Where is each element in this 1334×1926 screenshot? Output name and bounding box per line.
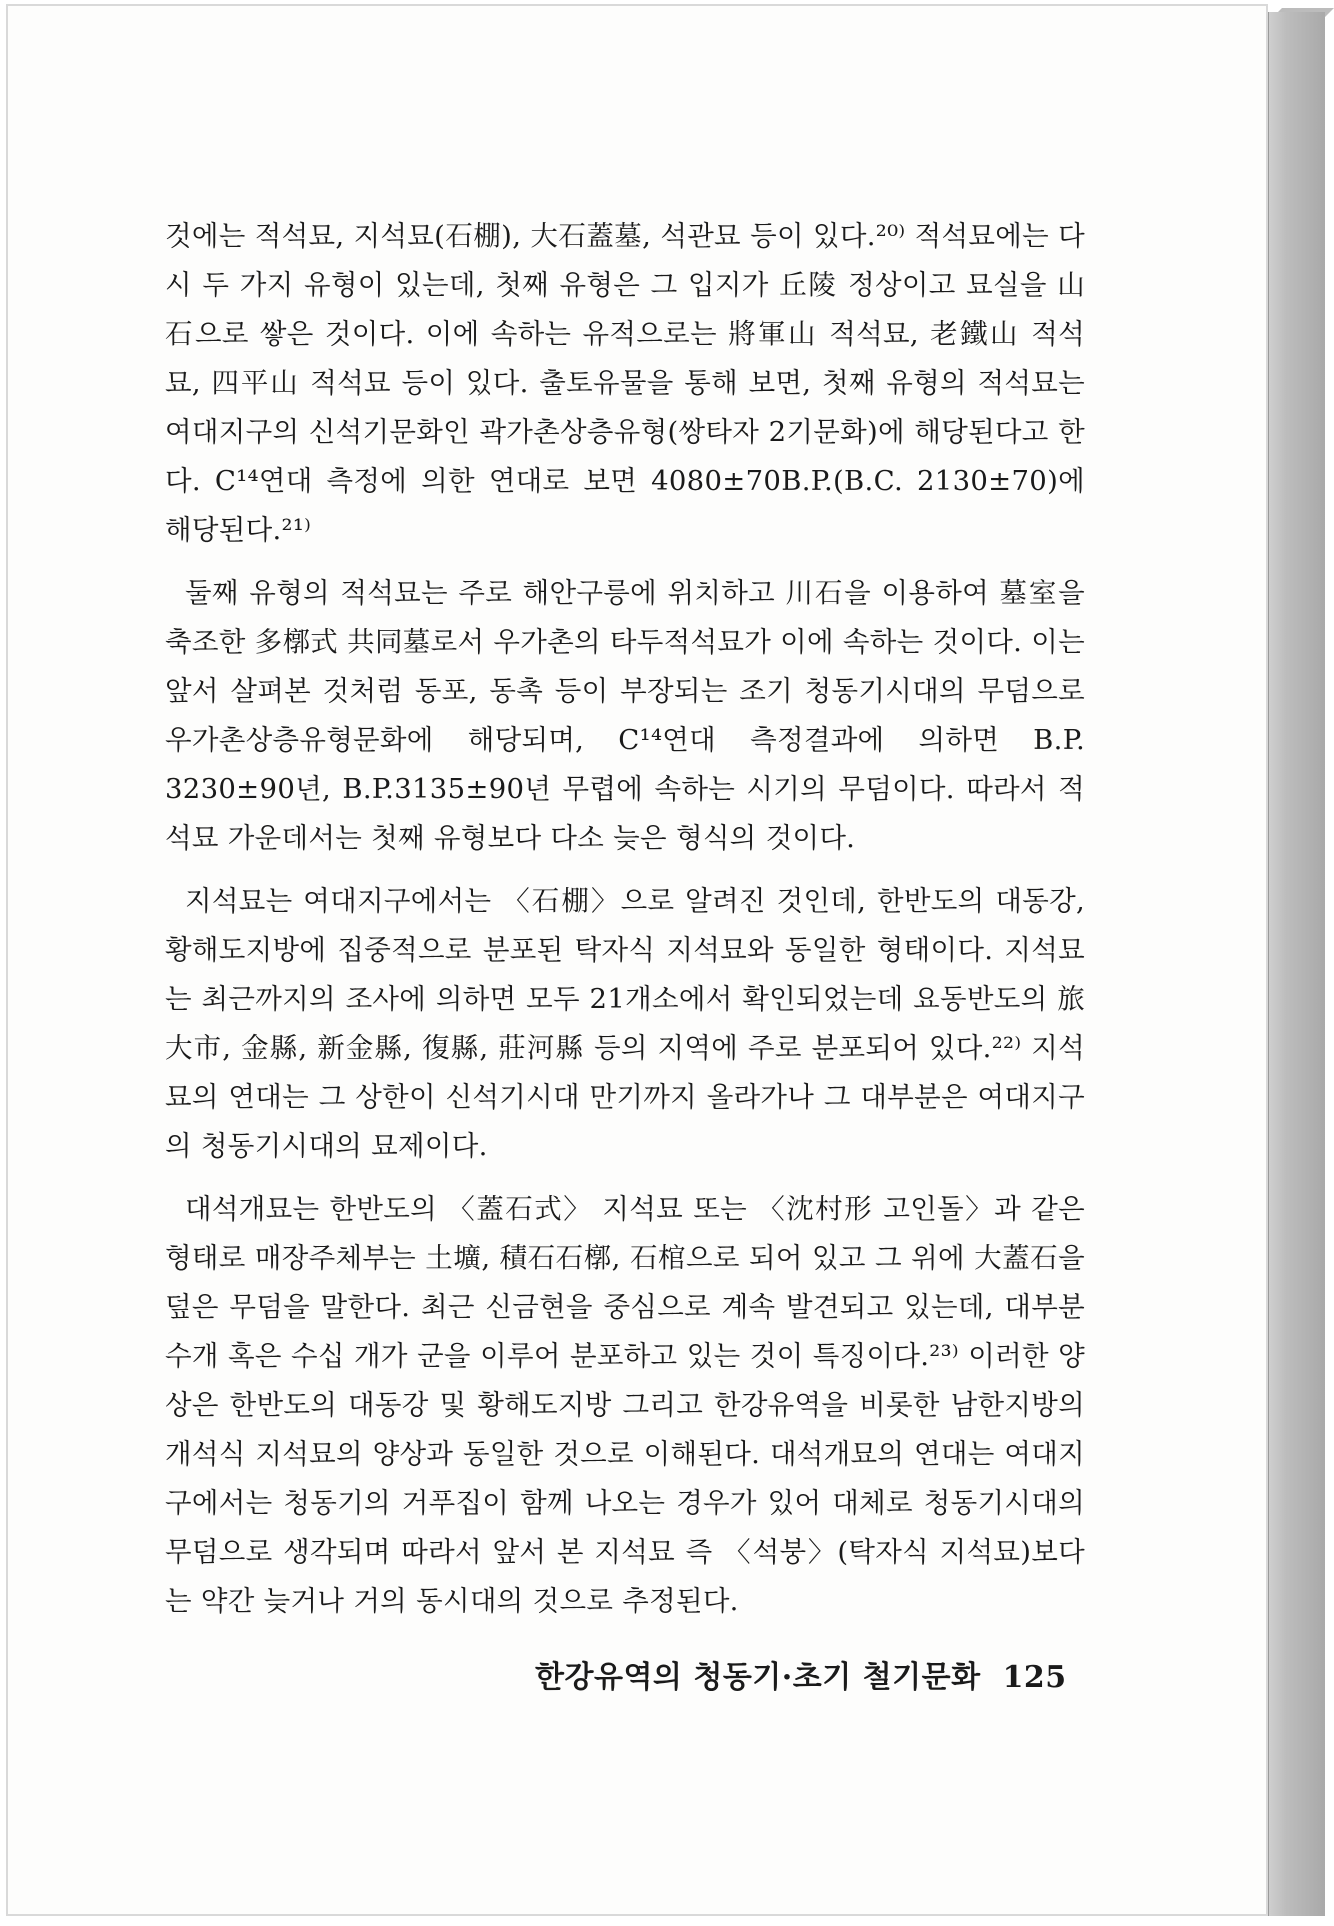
paragraph-3: 지석묘는 여대지구에서는 〈石棚〉으로 알려진 것인데, 한반도의 대동강, 황해도지방에 집중적으로 분포된 탁자식 지석묘와 동일한 형태이다. 지석묘는 최근까지의 조사에 의하면 모두 21개소에서 확인되었는데 요동반도의 旅大市, 金縣, 新金縣, 復縣, 莊河縣 등의 지역에 주로 분포되어 있다.²²⁾ 지석묘의 연대는 그 상한이 신석기시대 만기까지 올라가나 그 대부분은 여대지구의 청동기시대의 묘제이다. [165,885,1085,1162]
paragraph-2: 둘째 유형의 적석묘는 주로 해안구릉에 위치하고 川石을 이용하여 墓室을 축조한 多槨式 共同墓로서 우가촌의 타두적석묘가 이에 속하는 것이다. 이는 앞서 살펴본 것처럼 동포, 동촉 등이 부장되는 조기 청동기시대의 무덤으로 우가촌상층유형문화에 해당되며, C¹⁴연대 측정결과에 의하면 B.P. 3230±90년, B.P.3135±90년 무렵에 속하는 시기의 무덤이다. 따라서 적석묘 가운데서는 첫째 유형보다 다소 늦은 형식의 것이다. [165,577,1085,854]
paragraph-4: 대석개묘는 한반도의 〈蓋石式〉 지석묘 또는 〈沈村形 고인돌〉과 같은 형태로 매장주체부는 土壙, 積石石槨, 石棺으로 되어 있고 그 위에 大蓋石을 덮은 무덤을 말한다. 최근 신금현을 중심으로 계속 발견되고 있는데, 대부분 수개 혹은 수십 개가 군을 이루어 분포하고 있는 것이 특징이다.²³⁾ 이러한 양상은 한반도의 대동강 및 황해도지방 그리고 한강유역을 비롯한 남한지방의 개석식 지석묘의 양상과 동일한 것으로 이해된다. 대석개묘의 연대는 여대지구에서는 청동기의 거푸집이 함께 나오는 경우가 있어 대체로 청동기시대의 무덤으로 생각되며 따라서 앞서 본 지석묘 즉 〈석붕〉(탁자식 지석묘)보다는 약간 늦거나 거의 동시대의 것으로 추정된다. [165,1193,1085,1617]
book-page-edge [1268,12,1325,1916]
page-number: 125 [1002,1660,1067,1695]
body-text [165,212,1085,1640]
paragraph-1: 것에는 적석묘, 지석묘(石棚), 大石蓋墓, 석관묘 등이 있다.²⁰⁾ 적석묘에는 다시 두 가지 유형이 있는데, 첫째 유형은 그 입지가 丘陵 정상이고 묘실을 山石으로 쌓은 것이다. 이에 속하는 유적으로는 將軍山 적석묘, 老鐵山 적석묘, 四平山 적석묘 등이 있다. 출토유물을 통해 보면, 첫째 유형의 적석묘는 여대지구의 신석기문화인 곽가촌상층유형(쌍타자 2기문화)에 해당된다고 한다. C¹⁴연대 측정에 의한 연대로 보면 4080±70B.P.(B.C. 2130±70)에 해당된다.²¹⁾ [165,220,1085,546]
running-title: 한강유역의 청동기·초기 철기문화 [535,1660,981,1695]
page-footer [535,1652,1067,1696]
